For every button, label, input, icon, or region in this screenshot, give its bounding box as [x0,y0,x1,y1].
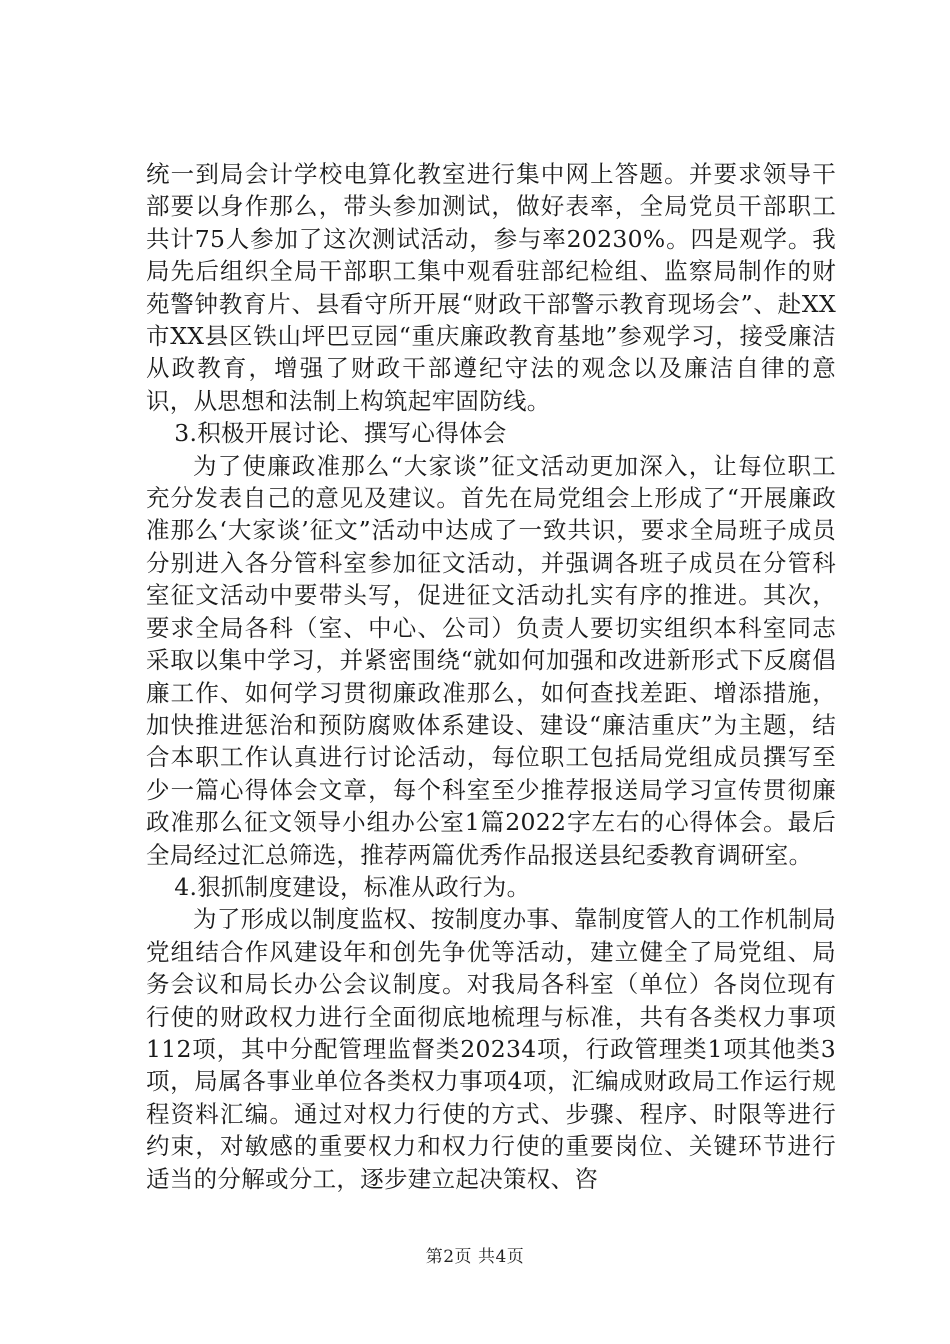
page-number-footer: 第2页 共4页 [425,1247,525,1267]
paragraph-essay-activity: 为了使廉政准那么“大家谈”征文活动更加深入，让每位职工充分发表自己的意见及建议。首先在局党组会上形成了“开展廉政准那么‘大家谈’征文”活动中达成了一致共识，要求全局班子成员分别进入各分管科室参加征文活动，并强调各班子成员在分管科室征文活动中要带头写，促进征文活动扎实有序的推进。其次，要求全局各科（室、中心、公司）负责人要切实组织本科室同志采取以集中学习，并紧密围绕“就如何加强和改进新形式下反腐倡廉工作、如何学习贯彻廉政准那么，如何查找差距、增添措施，加快推进惩治和预防腐败体系建设、建设“廉洁重庆”为主题，结合本职工作认真进行讨论活动，每位职工包括局党组成员撰写至少一篇心得体会文章，每个科室至少推荐报送局学习宣传贯彻廉政准那么征文领导小组办公室1篇2022字左右的心得体会。最后全局经过汇总筛选，推荐两篇优秀作品报送县纪委教育调研室。 [146,451,836,869]
paragraph-continuation: 统一到局会计学校电算化教室进行集中网上答题。并要求领导干部要以身作那么，带头参加测试，做好表率，全局党员干部职工共计75人参加了这次测试活动，参与率20230%。四是观学。我局先后组织全局干部职工集中观看驻部纪检组、监察局制作的财苑警钟教育片、县看守所开展“财政干部警示教育现场会”、赴XX市XX县区铁山坪巴豆园“重庆廉政教育基地”参观学习，接受廉洁从政教育，增强了财政干部遵纪守法的观念以及廉洁自律的意识，从思想和法制上构筑起牢固防线。 [146,160,836,415]
section-heading-4: 4.狠抓制度建设，标准从政行为。 [174,872,531,901]
document-body [146,158,836,1195]
paragraph-institution-building: 为了形成以制度监权、按制度办事、靠制度管人的工作机制局党组结合作风建设年和创先争优等活动，建立健全了局党组、局务会议和局长办公会议制度。对我局各科室（单位）各岗位现有行使的财政权力进行全面彻底地梳理与标准，共有各类权力事项112项，其中分配管理监督类20234项，行政管理类1项其他类3项，局属各事业单位各类权力事项4项，汇编成财政局工作运行规程资料汇编。通过对权力行使的方式、步骤、程序、时限等进行约束，对敏感的重要权力和权力行使的重要岗位、关键环节进行适当的分解或分工，逐步建立起决策权、咨 [146,905,836,1193]
section-heading-3: 3.积极开展讨论、撰写心得体会 [174,419,507,448]
